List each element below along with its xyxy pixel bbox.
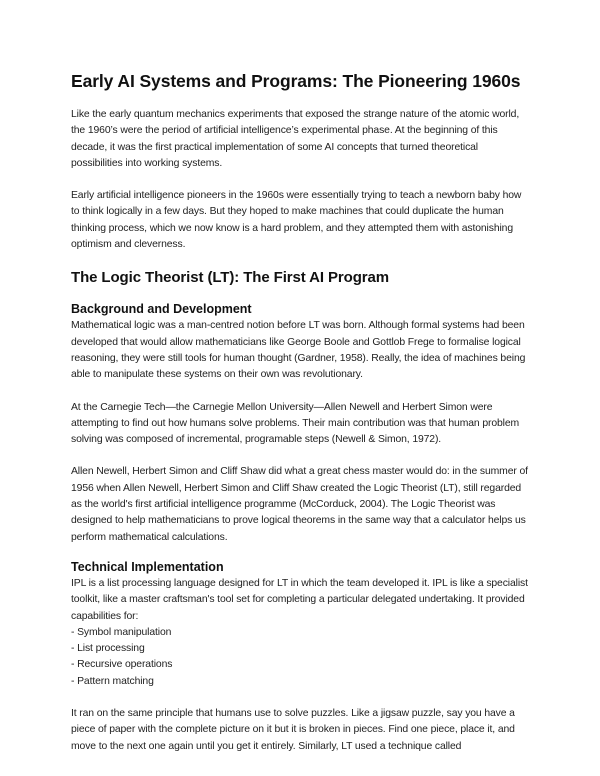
document-title: Early AI Systems and Programs: The Pioneering 1960s (71, 71, 521, 91)
list-item: - Pattern matching (71, 675, 154, 687)
background-paragraph-3: Allen Newell, Herbert Simon and Cliff Shaw did what a great chess master would do: in the summer of 1956 when Allen Newell, Herbert Simon and Cliff Shaw created the Logic Theorist (LT), still regarded as the world's first artificial intelligence programme (McCorduck, 2004). The Logic Theorist was designed to help mathematicians to prove logical theorems in the same way that a calculator helps us perform mathematical calculations. (71, 466, 528, 543)
background-paragraph-2: At the Carnegie Tech—the Carnegie Mellon University—Allen Newell and Herbert Simon were attempting to find out how humans solve problems. Their main contribution was that human problem solving was composed of incremental, programable steps (Newell & Simon, 1972). (71, 401, 520, 446)
document-body (71, 68, 531, 755)
list-item: - Recursive operations (71, 659, 173, 671)
capabilities-list (71, 625, 531, 690)
background-paragraph-1: Mathematical logic was a man-centred notion before LT was born. Although formal systems had been developed that would allow mathematicians like George Boole and Gottlob Frege to formalise logical reasoning, they were still tools for human thought (Gardner, 1958). Really, the idea of machines being able to manipulate these systems on their own was revolutionary. (71, 320, 526, 381)
intro-paragraph-1: Like the early quantum mechanics experiments that exposed the strange nature of the atomic world, the 1960’s were the period of artificial intelligence’s experimental phase. At the beginning of this decade, it was the first practical implementation of some AI concepts that turned theoretical possibilities into working systems. (71, 109, 520, 169)
intro-paragraph-2: Early artificial intelligence pioneers in the 1960s were essentially trying to teach a newborn baby how to think logically in a few days. But they hoped to make machines that could duplicate the human thinking process, which we now know is a hard problem, and they attempted them with astonishing optimism and cleverness. (71, 190, 522, 251)
list-item: - List processing (71, 643, 145, 655)
subheading-technical-implementation: Technical Implementation (71, 559, 224, 574)
list-item: - Symbol manipulation (71, 626, 172, 638)
subheading-background: Background and Development (71, 302, 252, 317)
technical-intro-paragraph: IPL is a list processing language designed for LT in which the team developed it. IPL is like a specialist toolkit, like a master craftsman's tool set for completing a particular delegated undertaking. It provided capabilities for: (71, 577, 528, 622)
section-heading-logic-theorist: The Logic Theorist (LT): The First AI Program (71, 269, 390, 287)
technical-closing-paragraph: It ran on the same principle that humans use to solve puzzles. Like a jigsaw puzzle, say you have a piece of paper with the complete picture on it but it is broken in pieces. Find one piece, place it, and move to the next one again until you get it entirely. Similarly, LT used a technique called (71, 708, 515, 752)
